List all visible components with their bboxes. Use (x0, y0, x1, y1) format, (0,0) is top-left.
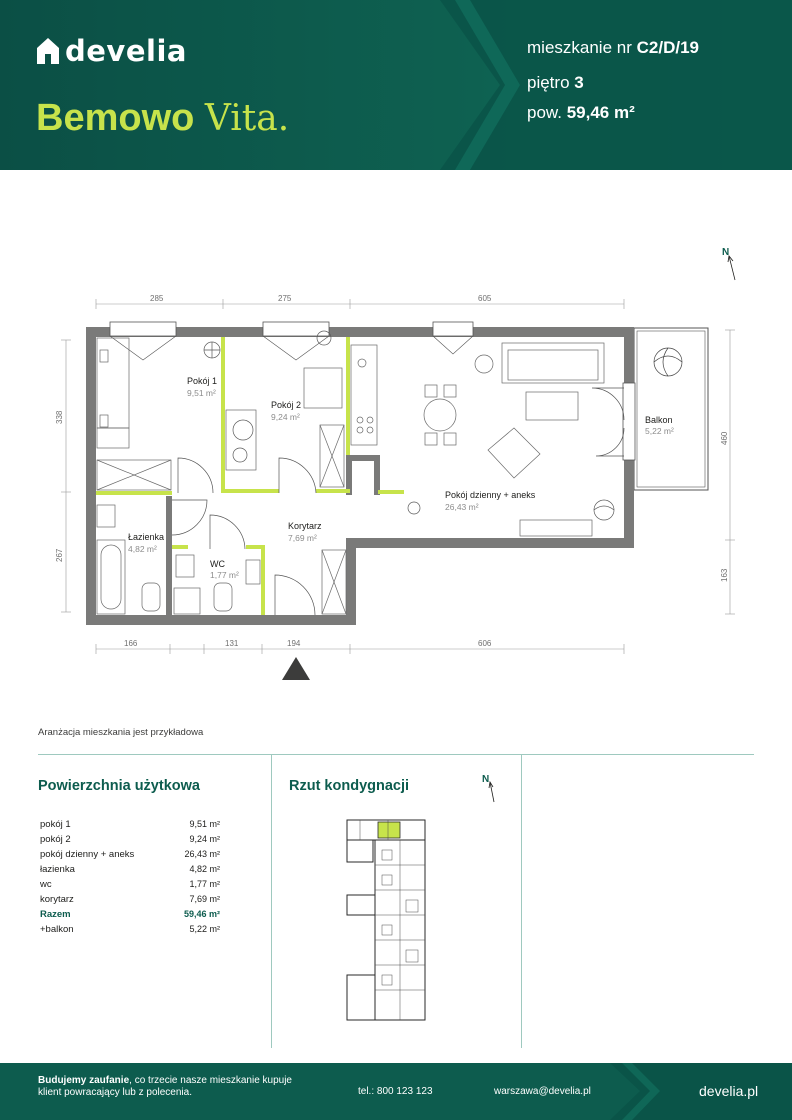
room-area-pokoj1: 9,51 m² (187, 388, 216, 398)
footer-phone[interactable]: tel.: 800 123 123 (358, 1086, 433, 1097)
area-value: 9,24 m² (189, 834, 220, 844)
room-label-korytarz: Korytarz (288, 521, 322, 531)
room-label-dzienny: Pokój dzienny + aneks (445, 490, 536, 500)
area-name: wc (40, 879, 52, 890)
north-arrow-icon (722, 247, 735, 280)
divider-horizontal (38, 754, 754, 755)
divider-vertical-1 (271, 754, 272, 1048)
dimension-bottom-1: 166 (124, 639, 138, 648)
area-name: pokój dzienny + aneks (40, 849, 135, 860)
apartment-area-value: 59,46 m² (566, 103, 635, 122)
area-name: łazienka (40, 864, 75, 875)
area-row (40, 862, 220, 877)
divider-vertical-2 (521, 754, 522, 1048)
area-name: pokój 2 (40, 834, 71, 845)
apartment-area-label: pow. (527, 103, 562, 122)
area-name: korytarz (40, 894, 74, 905)
footer (0, 1063, 792, 1120)
room-area-wc: 1,77 m² (210, 570, 239, 580)
footer-tagline-text: , co trzecie nasze mieszkanie kupuje klient powracający lub z polecenia. (38, 1075, 292, 1098)
dimension-right-2: 163 (720, 568, 729, 582)
area-row (40, 892, 220, 907)
doors (172, 388, 624, 615)
area-value: 4,82 m² (189, 864, 220, 874)
dimension-left-1: 338 (55, 410, 64, 424)
north-label: N (722, 247, 730, 258)
north-arrow-icon (482, 774, 494, 802)
room-area-balkon: 5,22 m² (645, 426, 674, 436)
footer-website[interactable]: develia.pl (699, 1083, 759, 1099)
floor-section-title: Rzut kondygnacji (289, 778, 410, 794)
area-value: 7,69 m² (189, 894, 220, 904)
apartment-floor-label: piętro (527, 73, 570, 92)
room-label-pokoj2: Pokój 2 (271, 400, 302, 410)
room-area-dzienny: 26,43 m² (445, 502, 479, 512)
dimension-bottom-2: 131 (225, 639, 239, 648)
room-area-lazienka: 4,82 m² (128, 544, 157, 554)
dimension-top-3: 605 (478, 294, 492, 303)
footer-tagline (38, 1075, 298, 1099)
walls (86, 327, 634, 625)
area-row (40, 832, 220, 847)
apartment-area (527, 103, 635, 123)
brand-name: develia (65, 34, 187, 68)
highlighted-apartment (378, 822, 400, 838)
dimension-right-1: 460 (720, 431, 729, 445)
dimension-bottom-3: 194 (287, 639, 301, 648)
dimension-bottom-4: 606 (478, 639, 492, 648)
project-name-part2: Vita. (204, 98, 290, 139)
project-name-part1: Bemowo (36, 97, 195, 139)
room-label-pokoj1: Pokój 1 (187, 376, 218, 386)
room-area-pokoj2: 9,24 m² (271, 412, 300, 422)
balcony (634, 328, 708, 490)
project-name (36, 96, 289, 141)
area-value: 5,22 m² (189, 924, 220, 934)
header (0, 0, 792, 170)
partitions-highlight (96, 337, 404, 615)
area-value: 1,77 m² (189, 879, 220, 889)
area-value: 26,43 m² (184, 849, 220, 859)
area-row (40, 817, 220, 832)
area-row (40, 877, 220, 892)
apartment-floor (527, 73, 584, 93)
room-label-balkon: Balkon (645, 415, 673, 425)
dimension-top-2: 275 (278, 294, 292, 303)
apartment-floor-value: 3 (574, 73, 584, 92)
footer-email[interactable]: warszawa@develia.pl (494, 1086, 591, 1097)
area-row (40, 922, 220, 937)
area-value: 59,46 m² (183, 909, 220, 919)
header-background (0, 0, 792, 170)
area-row-total (40, 907, 220, 922)
building-floor-plan (330, 770, 510, 1030)
room-area-korytarz: 7,69 m² (288, 533, 317, 543)
room-label-lazienka: Łazienka (128, 532, 165, 542)
apartment-number-label: mieszkanie nr (527, 38, 632, 57)
area-table (40, 817, 220, 937)
entrance-triangle-icon (282, 657, 310, 680)
area-value: 9,51 m² (189, 819, 220, 829)
area-name: Razem (40, 909, 71, 920)
area-name: pokój 1 (40, 819, 71, 830)
develia-logo-icon (37, 38, 59, 64)
footer-tagline-bold: Budujemy zaufanie (38, 1075, 130, 1086)
area-name: +balkon (40, 924, 74, 935)
apartment-number (527, 38, 699, 58)
area-section-title: Powierzchnia użytkowa (38, 778, 200, 794)
floor-plan (0, 170, 792, 715)
floor-plan-drawing (0, 170, 792, 715)
apartment-number-value: C2/D/19 (636, 38, 699, 57)
dimension-left-2: 267 (55, 548, 64, 562)
arrangement-note: Aranżacja mieszkania jest przykładowa (38, 727, 204, 738)
dimension-top-1: 285 (150, 294, 164, 303)
room-label-wc: WC (210, 559, 225, 569)
develia-logo (37, 36, 187, 66)
north-label-small: N (482, 774, 490, 785)
area-row (40, 847, 220, 862)
